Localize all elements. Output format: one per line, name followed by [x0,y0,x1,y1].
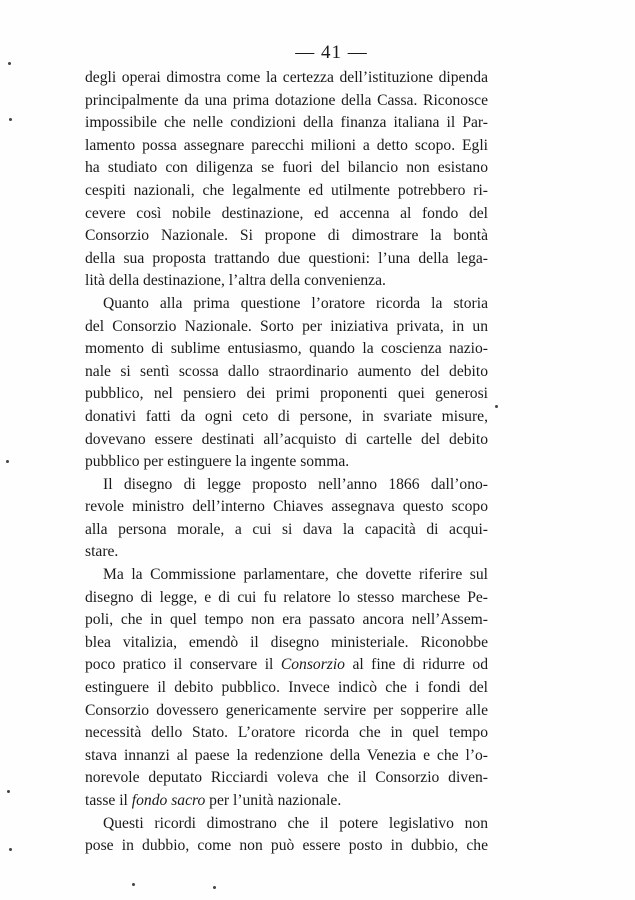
text-line: tasse il fondo sacro per l’unità nazionale. [85,792,342,809]
text-line: momento di sublime entusiasmo, quando la coscienza nazio- [85,340,488,358]
text-line: poco pratico il conservare il Consorzio al fine di ridurre od [85,656,488,674]
text-line: stava innanzi al paese la redenzione della Venezia e che l’o- [85,746,488,764]
text-line: principalmente da una prima dotazione della Cassa. Riconosce [85,91,488,109]
text-line: dovevano essere destinati all’acquisto di cartelle del debito [85,430,488,448]
text-line: Quanto alla prima questione l’oratore ricorda la storia [103,294,488,312]
scan-speck [6,460,9,463]
text-line: Il disegno di legge proposto nell’anno 1866 dall’ono- [103,475,488,493]
text-line: della sua proposta trattando due questioni: l’una della lega- [85,249,488,267]
text-line: norevole deputato Ricciardi voleva che il Consorzio diven- [85,769,488,787]
scan-speck [9,118,12,121]
text-line: pubblico, nel pensiero dei primi proponenti quei generosi [85,385,488,403]
text-line: pubblico per estinguere la ingente somma. [85,453,350,471]
scan-speck [7,790,10,793]
text-line: Ma la Commissione parlamentare, che dovette riferire sul [103,566,488,584]
text-line: nale si sentì scossa dallo straordinario aumento del debito [85,362,488,380]
italic-phrase: fondo sacro [131,792,206,809]
text-line: revole ministro dell’interno Chiaves assegnava questo scopo [85,498,488,516]
page-number: — 41 — [295,42,368,63]
scan-speck [213,886,216,889]
text-line: lità della destinazione, l’altra della convenienza. [85,272,386,290]
text-line: alla persona morale, a cui si dava la capacità di acqui- [85,520,488,538]
text-line: estinguere il debito pubblico. Invece indicò che i fondi del [85,679,488,697]
body-text [85,67,488,858]
scan-speck [8,62,11,65]
scan-speck [9,848,12,851]
text-line: degli operai dimostra come la certezza dell’istituzione dipenda [85,69,488,86]
text-line: Consorzio Nazionale. Si propone di dimostrare la bontà [85,227,488,245]
text-line: impossibile che nelle condizioni della finanza italiana il Par- [85,114,488,132]
scan-speck [132,883,135,886]
scan-speck [495,405,498,408]
text-line: donativi fatti da ogni ceto di persone, in svariate misure, [85,407,488,425]
text-line: stare. [85,543,119,561]
text-line: poli, che in quel tempo non era passato ancora nell’Assem- [85,611,488,629]
text-line: del Consorzio Nazionale. Sorto per iniziativa privata, in un [85,317,488,335]
text-line: lamento possa assegnare parecchi milioni a detto scopo. Egli [85,136,488,154]
text-line: necessità dello Stato. L’oratore ricorda che in quel tempo [85,724,488,742]
text-line: blea vitalizia, emendò il disegno ministeriale. Riconobbe [85,633,488,651]
text-line: disegno di legge, e di cui fu relatore lo stesso marchese Pe- [85,588,488,606]
text-line: Consorzio dovessero genericamente servire per sopperire alle [85,701,488,719]
text-line: cevere così nobile destinazione, ed accenna al fondo del [85,204,488,222]
italic-phrase: Consorzio [280,656,345,674]
text-line: Questi ricordi dimostrano che il potere legislativo non [103,814,488,832]
text-line: cespiti nazionali, che legalmente ed utilmente potrebbero ri- [85,181,488,199]
text-line: pose in dubbio, come non può essere posto in dubbio, che [85,837,488,855]
text-line: ha studiato con diligenza se fuori del bilancio non esistano [85,159,488,177]
